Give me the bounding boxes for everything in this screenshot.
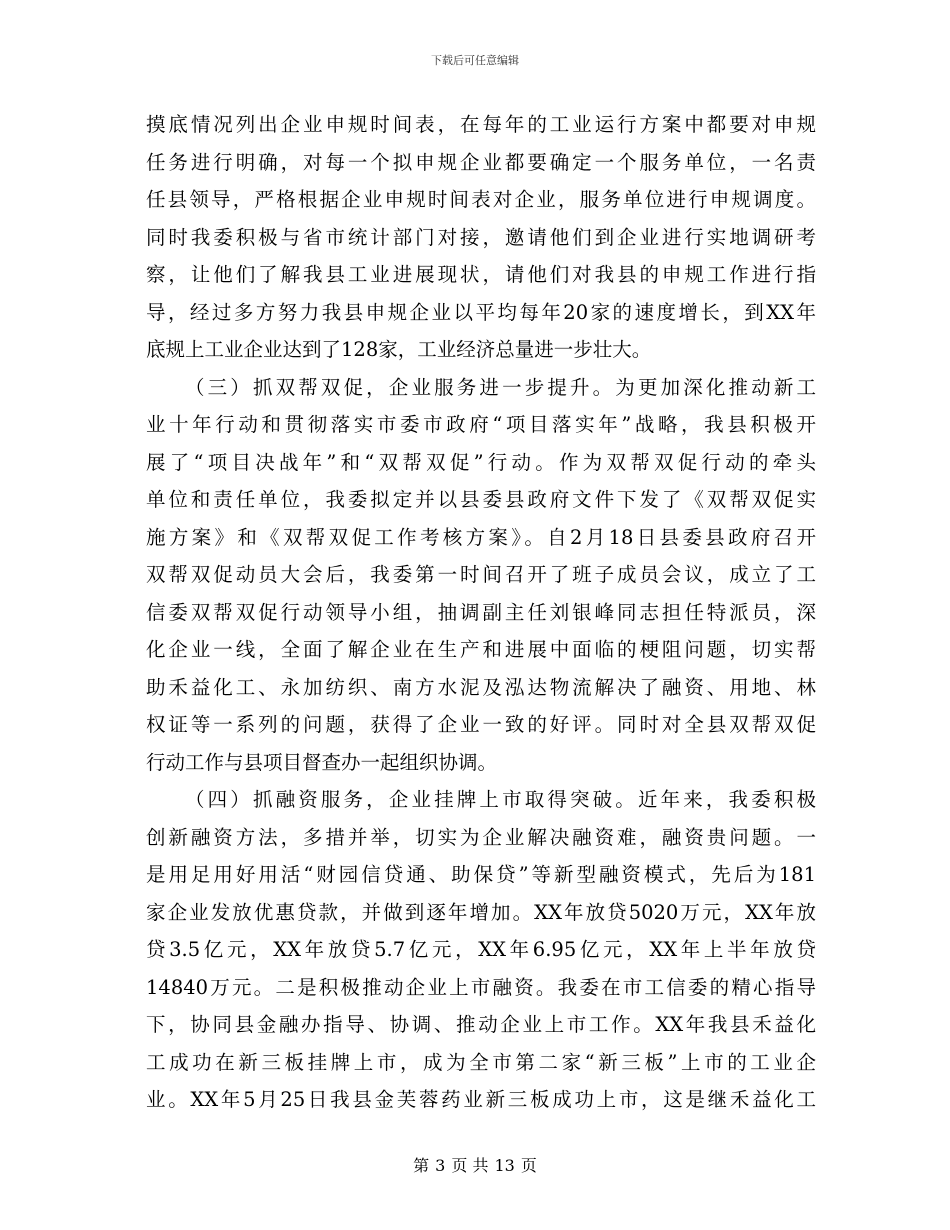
- page-footer: [0, 1156, 950, 1176]
- text-line: 展了“项目决战年”和“双帮双促”行动。作为双帮双促行动的牵头: [146, 450, 816, 474]
- text-line: 施方案》和《双帮双促工作考核方案》。自2月18日县委县政府召开: [146, 525, 816, 549]
- section-heading-line: （四）抓融资服务，企业挂牌上市取得突破。近年来，我委积极: [185, 788, 816, 811]
- text-line: 业十年行动和贯彻落实市委市政府“项目落实年”战略，我县积极开: [146, 413, 816, 436]
- text-line: 任务进行明确，对每一个拟申规企业都要确定一个服务单位，一名责: [146, 150, 816, 174]
- text-line: 化企业一线，全面了解企业在生产和进展中面临的梗阻问题，切实帮: [146, 638, 816, 661]
- text-line: 察，让他们了解我县工业进展现状，请他们对我县的申规工作进行指: [146, 263, 816, 286]
- text-line: 同时我委积极与省市统计部门对接，邀请他们到企业进行实地调研考: [146, 225, 816, 249]
- text-line: 双帮双促动员大会后，我委第一时间召开了班子成员会议，成立了工: [146, 563, 816, 586]
- text-line: 创新融资方法，多措并举，切实为企业解决融资难，融资贵问题。一: [146, 825, 816, 849]
- text-line: 信委双帮双促行动领导小组，抽调副主任刘银峰同志担任特派员，深: [146, 600, 816, 624]
- text-line: 14840万元。二是积极推动企业上市融资。我委在市工信委的精心指导: [146, 975, 816, 999]
- text-line: 单位和责任单位，我委拟定并以县委县政府文件下发了《双帮双促实: [146, 488, 816, 511]
- text-line: 下，协同县金融办指导、协调、推动企业上市工作。XX年我县禾益化: [146, 1013, 816, 1036]
- text-line: 贷3.5亿元，XX年放贷5.7亿元，XX年6.95亿元，XX年上半年放贷: [146, 938, 816, 961]
- footer-prefix: 第: [413, 1156, 430, 1175]
- section-heading-line: （三）抓双帮双促，企业服务进一步提升。为更加深化推动新工: [185, 375, 816, 399]
- text-line: 家企业发放优惠贷款，并做到逐年增加。XX年放贷5020万元，XX年放: [146, 900, 816, 924]
- text-line: 行动工作与县项目督查办一起组织协调。: [146, 750, 498, 774]
- text-line: 摸底情况列出企业申规时间表，在每年的工业运行方案中都要对申规: [146, 113, 816, 136]
- text-line: 导，经过多方努力我县申规企业以平均每年20家的速度增长，到XX年: [146, 300, 816, 324]
- text-line: 是用足用好用活“财园信贷通、助保贷”等新型融资模式，先后为181: [146, 863, 816, 886]
- text-line: 权证等一系列的问题，获得了企业一致的好评。同时对全县双帮双促: [146, 713, 816, 736]
- footer-middle: 页 共: [451, 1156, 489, 1175]
- document-body: [146, 106, 816, 1119]
- page-number: 3: [435, 1156, 446, 1175]
- text-line: 业。XX年5月25日我县金芙蓉药业新三板成功上市，这是继禾益化工: [146, 1088, 816, 1111]
- text-line: 任县领导，严格根据企业申规时间表对企业，服务单位进行申规调度。: [146, 188, 816, 211]
- text-line: 底规上工业企业达到了128家，工业经济总量进一步壮大。: [146, 338, 652, 361]
- footer-suffix: 页: [520, 1156, 537, 1175]
- text-line: 助禾益化工、永加纺织、南方水泥及泓达物流解决了融资、用地、林: [146, 675, 816, 699]
- page-total: 13: [494, 1156, 515, 1175]
- page-header: 下载后可任意编辑: [431, 54, 519, 67]
- text-line: 工成功在新三板挂牌上市，成为全市第二家“新三板”上市的工业企: [146, 1050, 816, 1074]
